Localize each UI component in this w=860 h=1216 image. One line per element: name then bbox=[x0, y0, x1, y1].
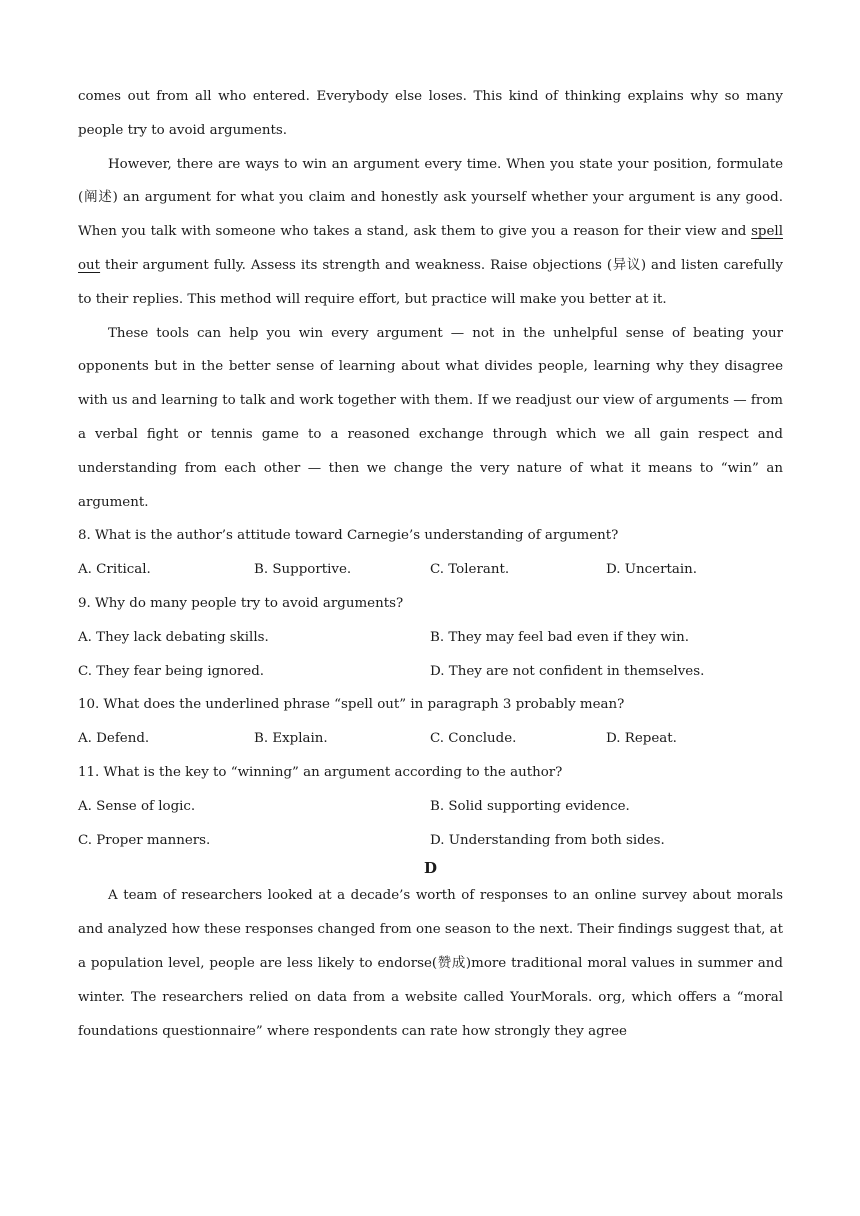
option-b: B. They may feel bad even if they win. bbox=[430, 629, 690, 645]
question-options-row-2 bbox=[78, 655, 783, 689]
option-b: B. Solid supporting evidence. bbox=[430, 798, 630, 814]
passage-c-paragraph-3: These tools can help you win every argument — not in the unhelpful sense of beating your opponents but in the better sense of learning about what divides people, learning why they disagree with us and learning to talk and work together with them. If we readjust our view of arguments — from a verbal fight or tennis game to a reasoned exchange through which we all gain respect and understanding from each other — then we change the very nature of what it means to “win” an argument. bbox=[78, 325, 783, 510]
question-10 bbox=[78, 688, 783, 756]
document-page bbox=[78, 80, 783, 1048]
option-c: C. They fear being ignored. bbox=[78, 663, 265, 679]
paragraph-2-text-after: their argument fully. Assess its strength and weakness. Raise objections (异议) and listen carefully to their replies. This method will require effort, but practice will make you better at it. bbox=[78, 257, 783, 307]
question-8 bbox=[78, 519, 783, 587]
question-stem: 11. What is the key to “winning” an argument according to the author? bbox=[78, 764, 563, 780]
option-c: C. Tolerant. bbox=[430, 562, 510, 578]
option-d: D. Understanding from both sides. bbox=[430, 832, 665, 848]
paragraph-2-text-before: However, there are ways to win an argument every time. When you state your position, formulate (阐述) an argument for what you claim and honestly ask yourself whether your argument is any good. When you talk with someone who takes a stand, ask them to give you a reason for their view and bbox=[78, 156, 783, 240]
option-b: B. Supportive. bbox=[254, 562, 352, 578]
section-d-title: D bbox=[423, 859, 437, 878]
question-options bbox=[78, 722, 783, 756]
question-options bbox=[78, 553, 783, 587]
question-options-row-2 bbox=[78, 824, 783, 858]
option-d: D. They are not confident in themselves. bbox=[430, 663, 705, 679]
question-stem: 9. Why do many people try to avoid arguments? bbox=[78, 595, 404, 611]
question-9 bbox=[78, 587, 783, 688]
passage-c-paragraph-2 bbox=[78, 148, 783, 317]
option-c: C. Proper manners. bbox=[78, 832, 211, 848]
option-a: A. They lack debating skills. bbox=[78, 629, 269, 645]
question-options-row-1 bbox=[78, 790, 783, 824]
question-stem: 8. What is the author’s attitude toward Carnegie’s understanding of argument? bbox=[78, 528, 619, 544]
question-options-row-1 bbox=[78, 621, 783, 655]
underlined-phrase-spell-out: spell out bbox=[78, 224, 783, 273]
option-c: C. Conclude. bbox=[430, 731, 517, 747]
option-b: B. Explain. bbox=[254, 731, 328, 747]
question-11 bbox=[78, 756, 783, 857]
option-d: D. Uncertain. bbox=[606, 562, 698, 578]
option-d: D. Repeat. bbox=[606, 731, 677, 747]
passage-c-paragraph-1: comes out from all who entered. Everybody else loses. This kind of thinking explains why so many people try to avoid arguments. bbox=[78, 89, 783, 138]
option-a: A. Defend. bbox=[78, 731, 150, 747]
option-a: A. Sense of logic. bbox=[78, 798, 196, 814]
option-a: A. Critical. bbox=[78, 562, 151, 578]
question-stem: 10. What does the underlined phrase “spell out” in paragraph 3 probably mean? bbox=[78, 697, 625, 713]
passage-d-paragraph-1: A team of researchers looked at a decade’s worth of responses to an online survey about morals and analyzed how these responses changed from one season to the next. Their findings suggest that, at a population level, people are less likely to endorse(赞成)more traditional moral values in summer and winter. The researchers relied on data from a website called YourMorals. org, which offers a “moral foundations questionnaire” where respondents can rate how strongly they agree bbox=[78, 888, 783, 1039]
